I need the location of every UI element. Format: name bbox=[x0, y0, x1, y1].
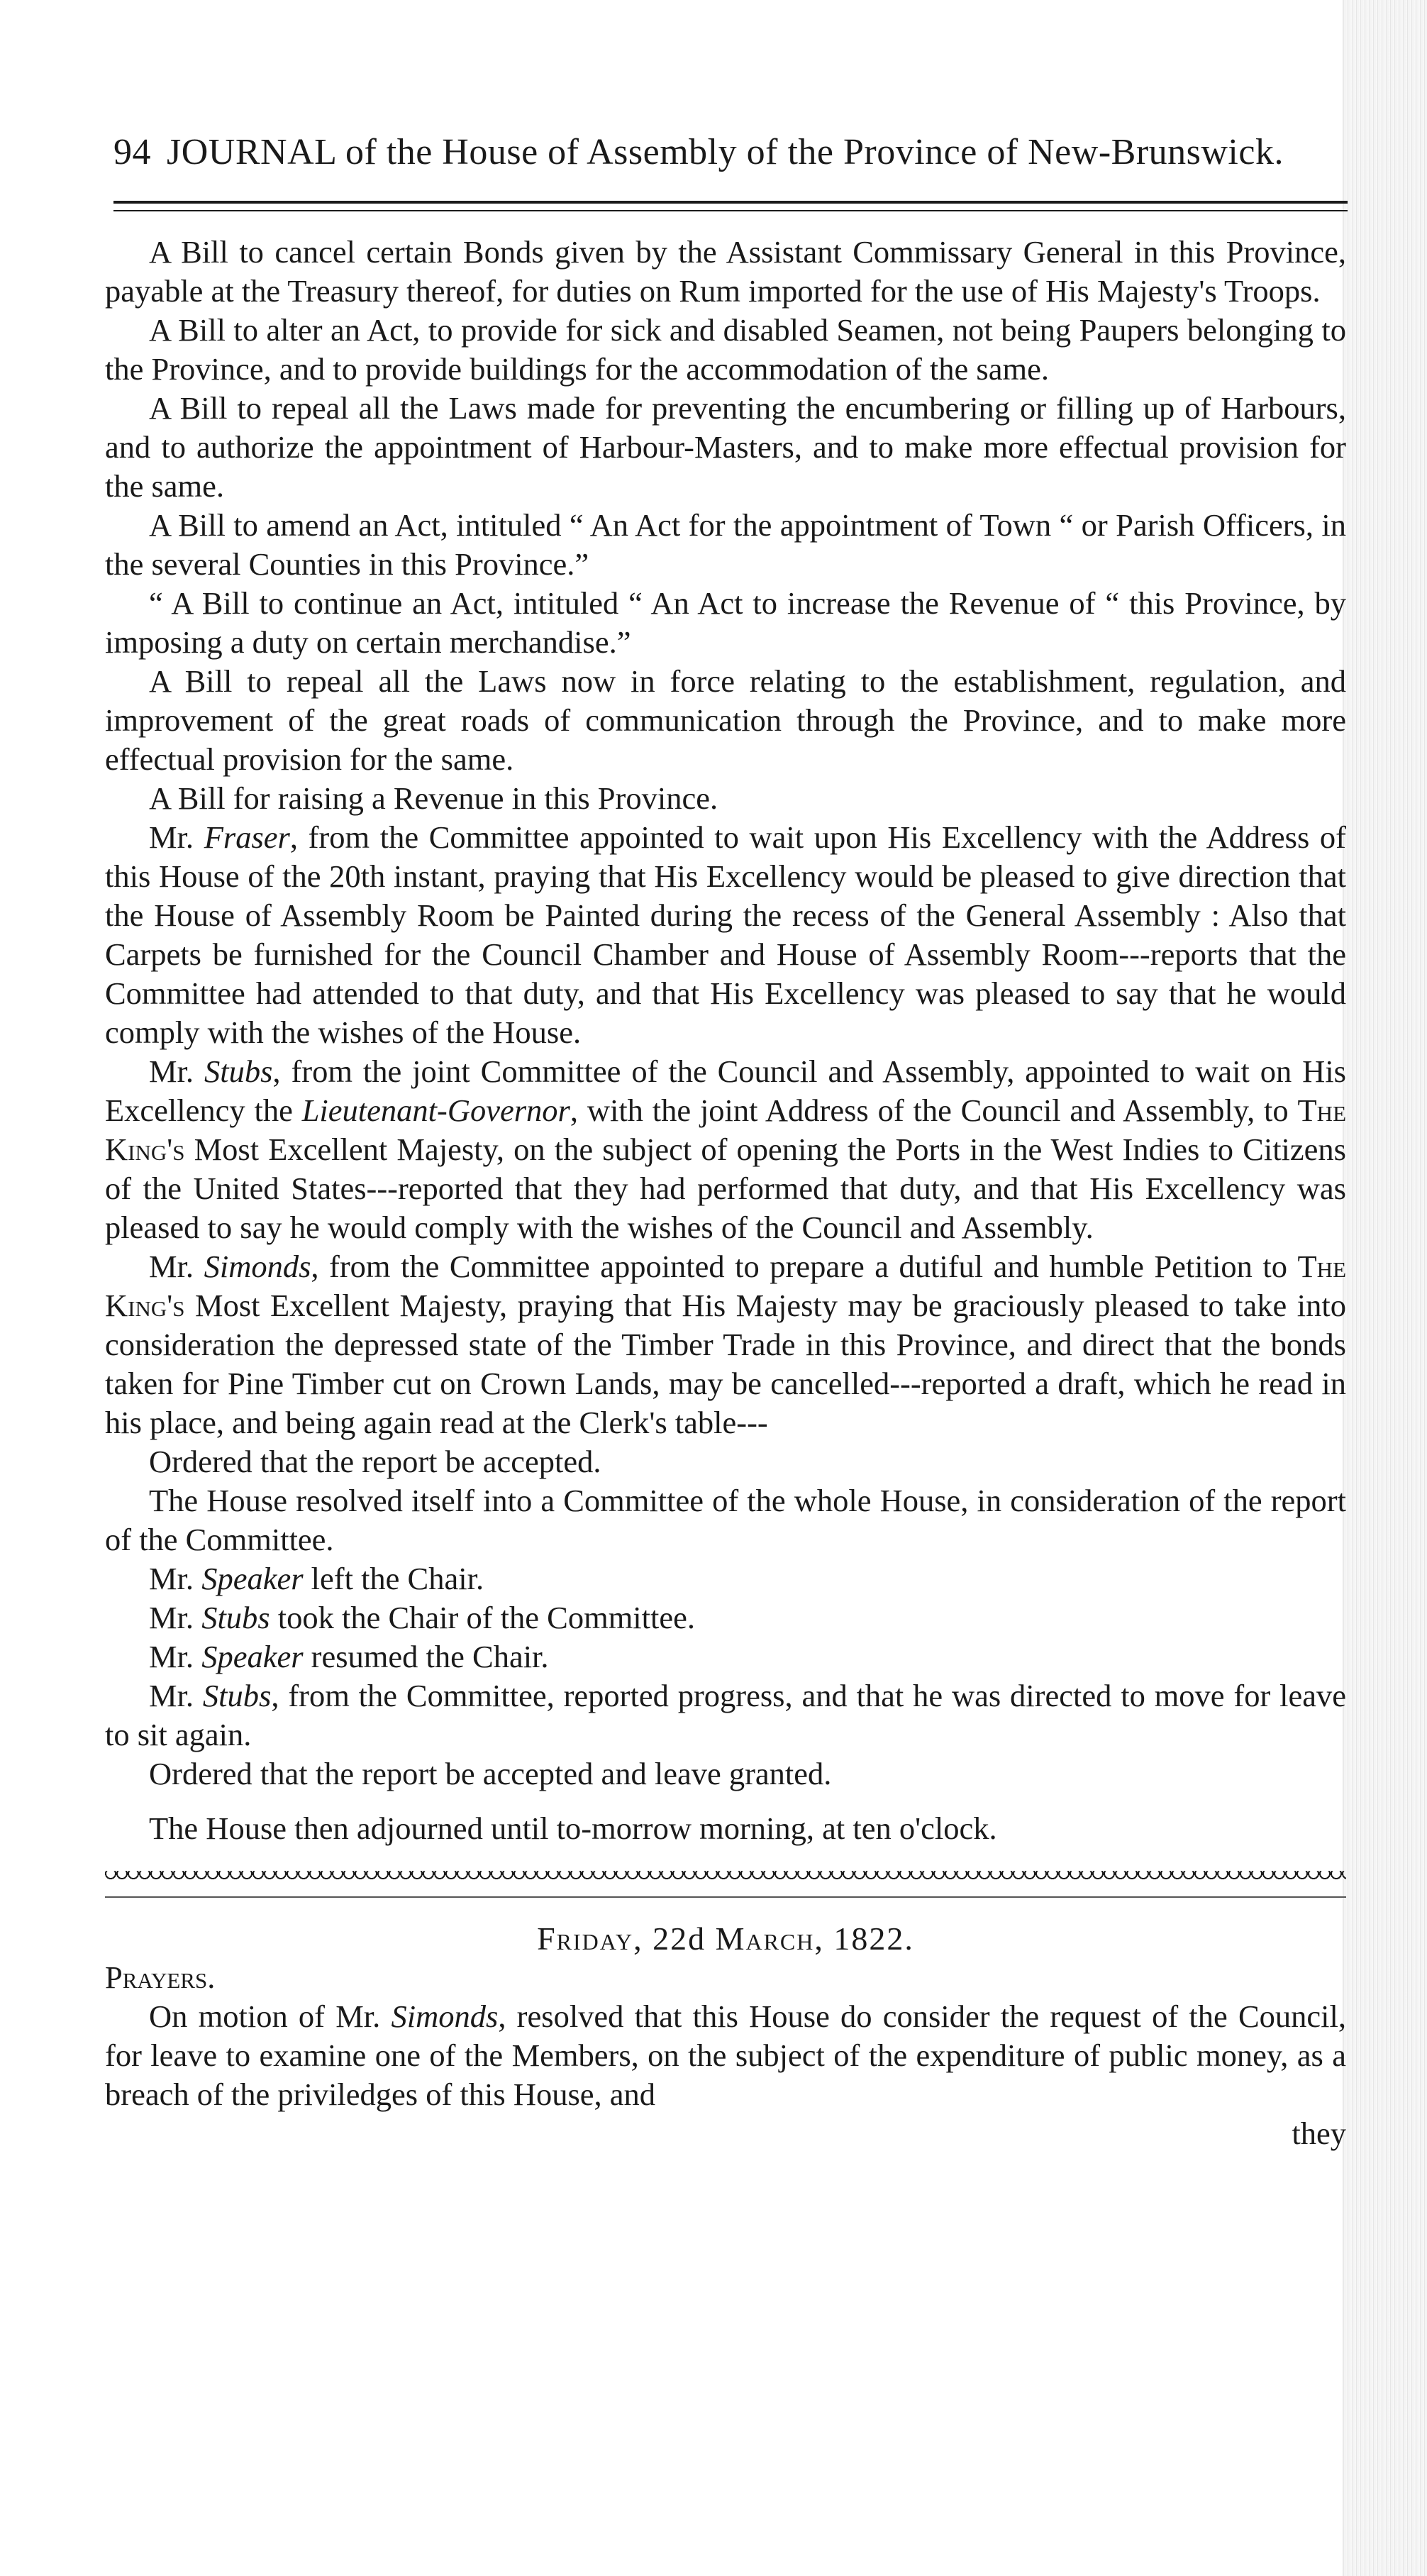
speaker-resumed bbox=[105, 1637, 1346, 1676]
member-name: Stubs bbox=[202, 1678, 272, 1713]
committee-resolution: The House resolved itself into a Committee of the whole House, in consideration of the report of the Committee. bbox=[105, 1483, 1346, 1557]
simonds-motion bbox=[105, 1997, 1346, 2114]
mr-prefix: Mr. bbox=[149, 1249, 204, 1284]
motion-text: , resolved that this House do consider the request of the Council, for leave to examine one of the Members, on the subject of the expenditure of public money, as a breach of the priviledges of this House, and bbox=[105, 1999, 1346, 2112]
report-text: , from the joint Committee of the Council and Assembly, appointed to wait on His Excellency the bbox=[105, 1054, 1347, 1128]
adjournment: The House then adjourned until to-morrow morning, at ten o'clock. bbox=[149, 1811, 997, 1846]
page-body bbox=[105, 233, 1346, 2153]
year: , 1822. bbox=[814, 1920, 914, 1957]
order-leave-granted: Ordered that the report be accepted and leave granted. bbox=[149, 1756, 832, 1791]
member-name: Simonds bbox=[204, 1249, 311, 1284]
stubs-report bbox=[105, 1052, 1346, 1247]
report-text: , from the Committee appointed to prepare a dutiful and humble Petition to bbox=[311, 1249, 1298, 1284]
bill-paragraph: A Bill to repeal all the Laws made for preventing the encumbering or filling up of Harbours, and to authorize the appointment of Harbour-Masters, and to make more effectual provision for the same. bbox=[105, 390, 1346, 504]
progress-report bbox=[105, 1676, 1346, 1754]
scan-edge-noise bbox=[1342, 0, 1427, 2576]
fraser-report bbox=[105, 818, 1346, 1052]
speaker-left bbox=[105, 1559, 1346, 1598]
section-divider-wavy bbox=[105, 1871, 1346, 1884]
motion-prefix: On motion of Mr. bbox=[149, 1999, 392, 2034]
month: March bbox=[715, 1920, 815, 1957]
report-text: Most Excellent Majesty, on the subject of opening the Ports in the West Indies to Citizens of the United States---reported that they had performed that duty, and that His Excellency was pleased to say he would comply with the wishes of the Council and Assembly. bbox=[105, 1132, 1346, 1245]
member-name: Fraser bbox=[204, 819, 290, 855]
mr-prefix: Mr. bbox=[149, 1639, 202, 1674]
member-name: Speaker bbox=[201, 1639, 304, 1674]
bill-paragraph: A Bill to cancel certain Bonds given by the Assistant Commissary General in this Province, payable at the Treasury thereof, for duties on Rum imported for the use of His Majesty's Troops. bbox=[105, 234, 1346, 309]
simonds-report bbox=[105, 1247, 1346, 1442]
mr-prefix: Mr. bbox=[149, 1678, 203, 1713]
mr-prefix: Mr. bbox=[149, 819, 204, 855]
action-text: resumed the Chair. bbox=[303, 1639, 549, 1674]
member-name: Stubs bbox=[201, 1600, 270, 1635]
report-text: , with the joint Address of the Council and Assembly, to bbox=[570, 1093, 1298, 1128]
bill-paragraph: A Bill to alter an Act, to provide for sick and disabled Seamen, not being Paupers belonging to the Province, and to provide buildings for the accommodation of the same. bbox=[105, 312, 1346, 387]
page-number: 94 bbox=[113, 132, 151, 172]
mr-prefix: Mr. bbox=[149, 1561, 202, 1596]
king-reference: The King's bbox=[105, 1249, 1347, 1323]
day-of-month: , 22d bbox=[633, 1920, 716, 1957]
member-name: Stubs bbox=[204, 1054, 273, 1089]
header-title: JOURNAL of the House of Assembly of the Province of New-Brunswick. bbox=[167, 132, 1284, 172]
order-accepted: Ordered that the report be accepted. bbox=[149, 1444, 601, 1479]
running-header bbox=[113, 131, 1362, 173]
mr-prefix: Mr. bbox=[149, 1054, 204, 1089]
report-text: Most Excellent Majesty, praying that His Majesty may be graciously pleased to take into consideration the depressed state of the Timber Trade in this Province, and direct that the bonds taken for Pine Timber cut on Crown Lands, may be cancelled---reported a draft, which he read in his place, and being again read at the Clerk's table--- bbox=[105, 1288, 1346, 1440]
action-text: left the Chair. bbox=[303, 1561, 484, 1596]
session-date bbox=[105, 1919, 1346, 1958]
bill-paragraph: A Bill for raising a Revenue in this Province. bbox=[149, 780, 718, 816]
king-reference: The King's bbox=[105, 1093, 1347, 1167]
bill-paragraph: A Bill to repeal all the Laws now in force relating to the establishment, regulation, and improvement of the great roads of communication through the Province, and to make more effectual provision for the same. bbox=[105, 663, 1346, 777]
mr-prefix: Mr. bbox=[149, 1600, 202, 1635]
catchword: they bbox=[1292, 2116, 1346, 2151]
header-rule-thick bbox=[113, 201, 1348, 204]
action-text: took the Chair of the Committee. bbox=[270, 1600, 696, 1635]
prayers-heading: Prayers. bbox=[105, 1959, 216, 1995]
header-rule-thin bbox=[113, 210, 1348, 211]
weekday: Friday bbox=[537, 1920, 634, 1957]
report-text: , from the Committee appointed to wait upon His Excellency with the Address of this House of the 20th instant, praying that His Excellency would be pleased to give direction that the House of Assembly Room be Painted during the recess of the General Assembly : Also that Carpets be furnished for the Council Chamber and House of Assembly Room---reports that the Committee had attended to that duty, and that His Excellency was pleased to say that he would comply with the wishes of the House. bbox=[105, 819, 1346, 1050]
bill-paragraph: “ A Bill to continue an Act, intituled “ An Act to increase the Revenue of “ this Province, by imposing a duty on certain merchandise.” bbox=[105, 585, 1346, 660]
bill-paragraph: A Bill to amend an Act, intituled “ An Act for the appointment of Town “ or Parish Officers, in the several Counties in this Province.” bbox=[105, 507, 1346, 582]
member-name: Simonds bbox=[391, 1999, 499, 2034]
office-title: Lieutenant-Governor bbox=[301, 1093, 570, 1128]
action-text: , from the Committee, reported progress, and that he was directed to move for leave to sit again. bbox=[105, 1678, 1346, 1752]
stubs-took-chair bbox=[105, 1598, 1346, 1637]
member-name: Speaker bbox=[201, 1561, 304, 1596]
section-divider-line bbox=[105, 1896, 1346, 1898]
